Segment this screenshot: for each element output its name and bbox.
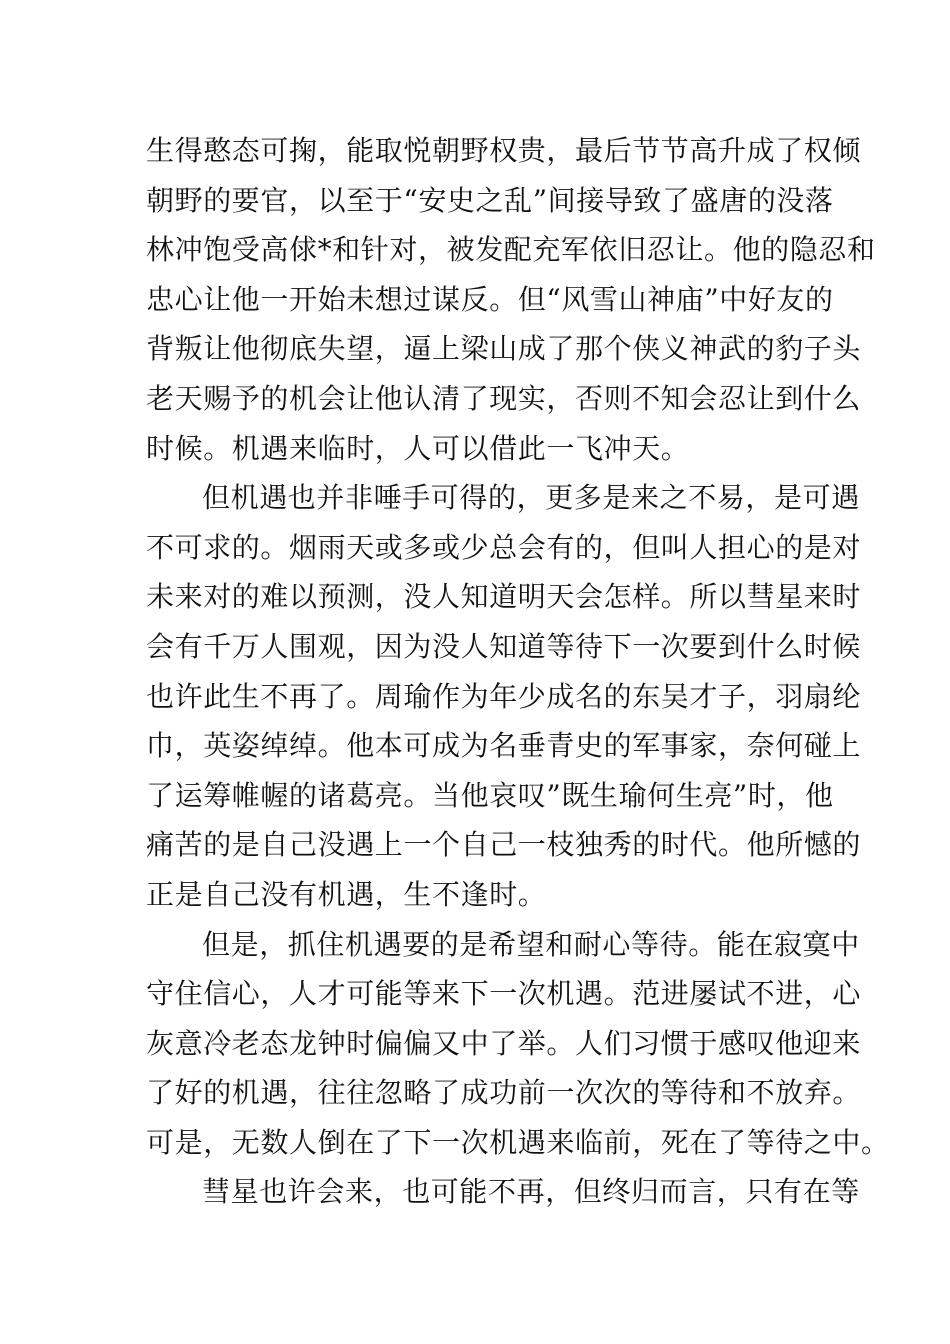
text-line: 了运筹帷幄的诸葛亮。当他哀叹”既生瑜何生亮”时，他: [146, 778, 834, 812]
text-line: 守住信心，人才可能等来下一次机遇。范进屡试不进，心: [146, 977, 862, 1011]
text-line: 未来对的难以预测，没人知道明天会怎样。所以彗星来时: [146, 580, 862, 614]
text-line: 灰意冷老态龙钟时偏偏又中了举。人们习惯于感叹他迎来: [146, 1026, 862, 1060]
text-line: 了好的机遇，往往忽略了成功前一次次的等待和不放弃。: [146, 1076, 862, 1110]
text-line: 正是自己没有机遇，生不逢时。: [146, 877, 547, 911]
text-line: 不可求的。烟雨天或多或少总会有的，但叫人担心的是对: [146, 530, 862, 564]
text-line: 痛苦的是自己没遇上一个自己一枝独秀的时代。他所憾的: [146, 828, 862, 862]
body-text: [146, 126, 890, 1217]
text-line: 林冲饱受高俅*和针对，被发配充军依旧忍让。他的隐忍和: [146, 233, 876, 267]
text-line: 忠心让他一开始未想过谋反。但“风雪山神庙”中好友的: [146, 282, 834, 316]
paragraph-first-line: 但是，抓住机遇要的是希望和耐心等待。能在寂寞中: [202, 927, 860, 961]
text-line: 会有千万人围观，因为没人知道等待下一次要到什么时候: [146, 629, 862, 663]
paragraph-first-line: 彗星也许会来，也可能不再，但终归而言，只有在等: [202, 1175, 860, 1209]
text-line: 生得憨态可掬，能取悦朝野权贵，最后节节高升成了权倾: [146, 134, 862, 167]
text-line: 也许此生不再了。周瑜作为年少成名的东吴才子，羽扇纶: [146, 679, 862, 713]
text-line: 巾，英姿绰绰。他本可成为名垂青史的军事家，奈何碰上: [146, 729, 862, 763]
text-line: 可是，无数人倒在了下一次机遇来临前，死在了等待之中。: [146, 1125, 890, 1159]
text-line: 朝野的要官，以至于“安史之乱”间接导致了盛唐的没落: [146, 183, 834, 217]
paragraph-first-line: 但机遇也并非唾手可得的，更多是来之不易，是可遇: [202, 481, 860, 515]
text-line: 时候。机遇来临时，人可以借此一飞冲天。: [146, 431, 690, 465]
text-line: 老天赐予的机会让他认清了现实，否则不知会忍让到什么: [146, 381, 862, 415]
text-line: 背叛让他彻底失望，逼上梁山成了那个侠义神武的豹子头: [146, 332, 862, 366]
